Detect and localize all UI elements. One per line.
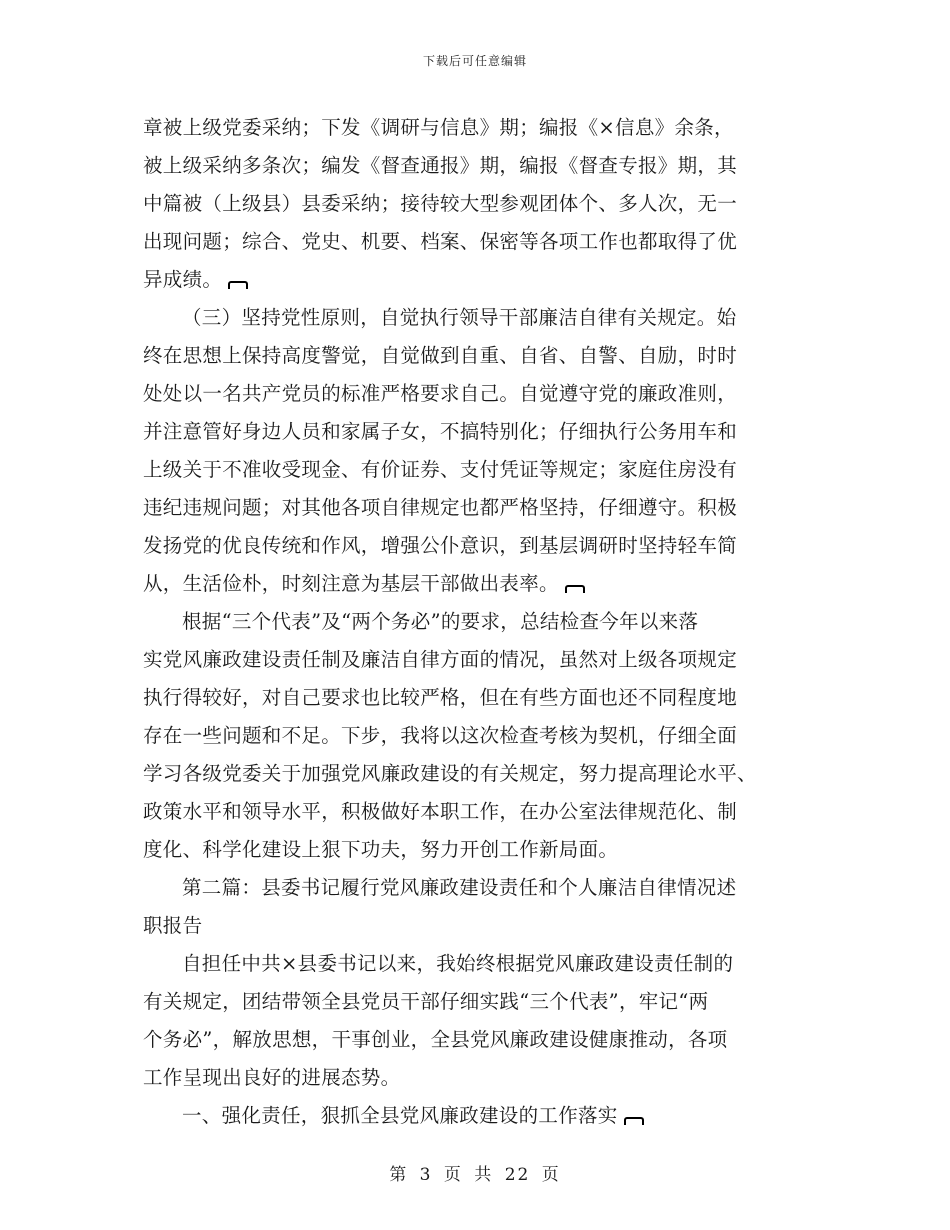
line-text: 度化、科学化建设上狠下功夫，努力开创工作新局面。 [143,838,619,861]
line-text: 异成绩。 [143,268,223,291]
line-text: 学习各级党委关于加强党风廉政建设的有关规定，努力提高理论水平、 [143,762,757,785]
text-line [143,717,811,755]
line-text: 上级关于不准收受现金、有价证券、支付凭证等规定；家庭住房没有 [143,458,738,481]
line-text: 被上级采纳多条次；编发《督查通报》期，编报《督查专报》期，其 [143,154,738,177]
page-header: 下载后可任意编辑 [422,54,527,68]
line-text: 存在一些问题和不足。下步，我将以这次检查考核为契机，仔细全面 [143,724,738,747]
text-line [143,261,811,299]
text-line [143,299,811,337]
text-line [143,223,811,261]
line-text: 终在思想上保持高度警觉，自觉做到自重、自省、自警、自励，时时 [143,344,738,367]
text-line [143,185,811,223]
text-line [143,907,811,945]
line-text: 工作呈现出良好的进展态势。 [143,1066,401,1089]
line-text: 执行得较好，对自己要求也比较严格，但在有些方面也还不同程度地 [143,686,738,709]
text-line [143,793,811,831]
text-line [143,831,811,869]
text-line [143,1021,811,1059]
line-text: 个务必”，解放思想，干事创业，全县党风廉政建设健康推动，各项 [143,1028,728,1051]
paragraph-mark-icon [624,1117,644,1125]
text-line [143,1059,811,1097]
line-text: 政策水平和领导水平，积极做好本职工作，在办公室法律规范化、制 [143,800,738,823]
line-text: 处处以一名共产党员的标准严格要求自己。自觉遵守党的廉政准则， [143,382,738,405]
text-line [143,337,811,375]
paragraph-mark-icon [565,585,585,593]
line-text: 职报告 [143,914,203,937]
text-line [143,679,811,717]
line-text: 一、强化责任，狠抓全县党风廉政建设的工作落实 [182,1104,618,1127]
text-line [143,945,811,983]
line-text: 第二篇：县委书记履行党风廉政建设责任和个人廉洁自律情况述 [182,876,737,899]
paragraph-mark-icon [228,281,248,289]
text-line [143,755,811,793]
line-text: 自担任中共×县委书记以来，我始终根据党风廉政建设责任制的 [182,952,734,975]
line-text: 实党风廉政建设责任制及廉洁自律方面的情况，虽然对上级各项规定 [143,648,738,671]
document-body [143,109,811,1135]
text-line [143,451,811,489]
line-text: 并注意管好身边人员和家属子女，不搞特别化；仔细执行公务用车和 [143,420,738,443]
text-line [143,565,811,603]
line-text: 从，生活俭朴，时刻注意为基层干部做出表率。 [143,572,559,595]
text-line [143,413,811,451]
text-line [143,869,811,907]
line-text: 出现问题；综合、党史、机要、档案、保密等各项工作也都取得了优 [143,230,738,253]
line-text: 发扬党的优良传统和作风，增强公仆意识，到基层调研时坚持轻车简 [143,534,738,557]
text-line [143,147,811,185]
text-line [143,641,811,679]
text-line [143,603,811,641]
text-line [143,109,811,147]
line-text: （三）坚持党性原则，自觉执行领导干部廉洁自律有关规定。始 [182,306,737,329]
text-line [143,1097,811,1135]
text-line [143,375,811,413]
text-line [143,527,811,565]
line-text: 根据“三个代表”及“两个务必”的要求，总结检查今年以来落 [182,610,699,633]
text-line [143,983,811,1021]
text-line [143,489,811,527]
page-number: 第 3 页 共 22 页 [389,1165,561,1185]
line-text: 中篇被（上级县）县委采纳；接待较大型参观团体个、多人次，无一 [143,192,738,215]
line-text: 违纪违规问题；对其他各项自律规定也都严格坚持，仔细遵守。积极 [143,496,738,519]
line-text: 有关规定，团结带领全县党员干部仔细实践“三个代表”，牢记“两 [143,990,709,1013]
line-text: 章被上级党委采纳；下发《调研与信息》期；编报《×信息》余条， [143,116,734,139]
